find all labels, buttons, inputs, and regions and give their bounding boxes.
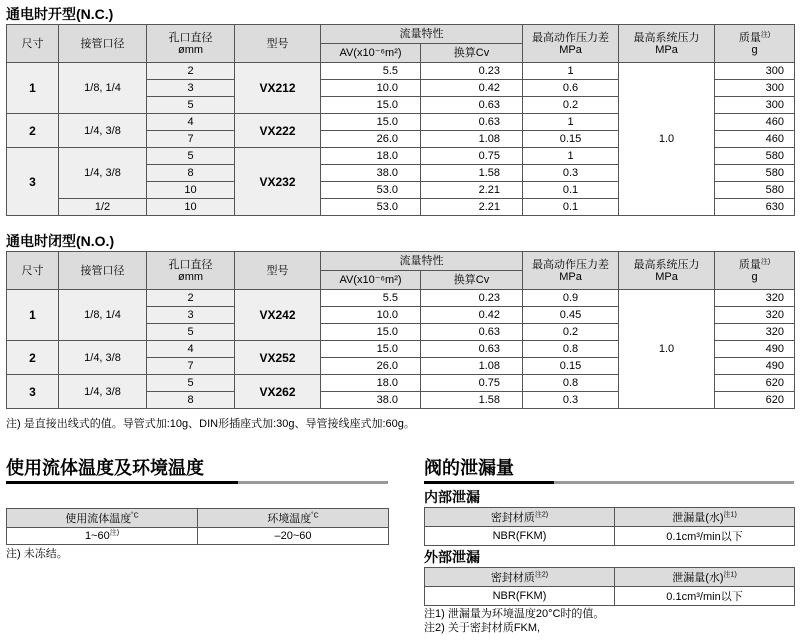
- cv-cell: 0.63: [421, 341, 523, 358]
- cv-cell: 2.21: [421, 182, 523, 199]
- diff-cell: 0.8: [523, 341, 619, 358]
- mass-cell: 580: [715, 165, 795, 182]
- nc-size-2: 2: [7, 114, 59, 148]
- internal-leak-value: 0.1cm³/min以下: [615, 527, 795, 546]
- no-h-flow: 流量特性: [321, 252, 523, 271]
- nc-h-mass: 质量$^{注)}$ g: [715, 25, 795, 63]
- cv-cell: 1.58: [421, 392, 523, 409]
- nc-model-vx212: VX212: [235, 63, 321, 114]
- temp-fluid-value: $1\sim 60^{注)}$: [7, 528, 198, 545]
- av-cell: 18.0: [321, 375, 421, 392]
- nc-h-port: 接管口径: [59, 25, 147, 63]
- orifice-cell: 8: [147, 165, 235, 182]
- leak-title-rule: [424, 481, 554, 484]
- diff-cell: 1: [523, 63, 619, 80]
- table-row: [7, 63, 795, 80]
- no-title: 通电时闭型(N.O.): [6, 233, 115, 249]
- external-leak-value: 0.1cm³/min以下: [615, 587, 795, 606]
- diff-cell: 0.1: [523, 199, 619, 216]
- orifice-cell: 3: [147, 307, 235, 324]
- nc-h-maxsys: 最高系统压力 MPa: [619, 25, 715, 63]
- cv-cell: 1.58: [421, 165, 523, 182]
- leak-footnote-2: 注2) 关于密封材质FKM,: [424, 622, 541, 634]
- nc-size-1: 1: [7, 63, 59, 114]
- diff-cell: 0.1: [523, 182, 619, 199]
- external-h-seal: 密封材质$^{注2)}$: [425, 568, 615, 587]
- internal-h-leak: 泄漏量(水)$^{注1)}$: [615, 508, 795, 527]
- orifice-cell: 8: [147, 392, 235, 409]
- temp-h-ambient: 环境温度$^{˚C}$: [198, 509, 389, 528]
- nc-h-model: 型号: [235, 25, 321, 63]
- orifice-cell: 2: [147, 63, 235, 80]
- temp-title-rule: [6, 481, 238, 484]
- cv-cell: 1.08: [421, 358, 523, 375]
- cv-cell: 1.08: [421, 131, 523, 148]
- no-h-maxsys: 最高系统压力 MPa: [619, 252, 715, 290]
- cv-cell: 0.75: [421, 375, 523, 392]
- no-model-vx252: VX252: [235, 341, 321, 375]
- cv-cell: 0.42: [421, 80, 523, 97]
- nc-h-av: AV(x10⁻⁶m²): [321, 44, 421, 63]
- mass-footnote: 注) 是直接出线式的值。导管式加:10g、DIN形插座式加:30g、导管接线座式加:60g。: [6, 418, 415, 430]
- orifice-cell: 4: [147, 114, 235, 131]
- nc-port-2: 1/4, 3/8: [59, 114, 147, 148]
- diff-cell: 0.15: [523, 131, 619, 148]
- cv-cell: 0.63: [421, 114, 523, 131]
- no-h-mass: 质量$^{注)}$ g: [715, 252, 795, 290]
- orifice-cell: 3: [147, 80, 235, 97]
- no-h-maxdiff: 最高动作压力差 MPa: [523, 252, 619, 290]
- mass-cell: 580: [715, 182, 795, 199]
- no-h-size: 尺寸: [7, 252, 59, 290]
- internal-leak-table: [424, 507, 795, 546]
- diff-cell: 0.15: [523, 358, 619, 375]
- nc-h-cv: 换算Cv: [421, 44, 523, 63]
- nc-size-3: 3: [7, 148, 59, 216]
- diff-cell: 0.2: [523, 324, 619, 341]
- diff-cell: 0.2: [523, 97, 619, 114]
- external-leak-table: [424, 567, 795, 606]
- diff-cell: 1: [523, 148, 619, 165]
- orifice-cell: 10: [147, 182, 235, 199]
- av-cell: 10.0: [321, 80, 421, 97]
- no-port-2: 1/4, 3/8: [59, 341, 147, 375]
- orifice-cell: 7: [147, 358, 235, 375]
- av-cell: 38.0: [321, 392, 421, 409]
- orifice-cell: 10: [147, 199, 235, 216]
- no-port-1: 1/8, 1/4: [59, 290, 147, 341]
- nc-port-3b: 1/2: [59, 199, 147, 216]
- nc-model-vx222: VX222: [235, 114, 321, 148]
- mass-cell: 300: [715, 63, 795, 80]
- nc-model-vx232: VX232: [235, 148, 321, 216]
- diff-cell: 0.6: [523, 80, 619, 97]
- temp-footnote: 注) 未冻结。: [6, 548, 68, 560]
- temp-h-fluid: 使用流体温度$^{˚C}$: [7, 509, 198, 528]
- no-size-3: 3: [7, 375, 59, 409]
- diff-cell: 1: [523, 114, 619, 131]
- no-h-model: 型号: [235, 252, 321, 290]
- external-seal-value: NBR(FKM): [425, 587, 615, 606]
- mass-cell: 300: [715, 80, 795, 97]
- diff-cell: 0.9: [523, 290, 619, 307]
- av-cell: 53.0: [321, 199, 421, 216]
- no-h-port: 接管口径: [59, 252, 147, 290]
- no-h-cv: 换算Cv: [421, 271, 523, 290]
- no-size-2: 2: [7, 341, 59, 375]
- nc-spec-table: [6, 24, 795, 216]
- orifice-cell: 5: [147, 324, 235, 341]
- av-cell: 38.0: [321, 165, 421, 182]
- av-cell: 26.0: [321, 358, 421, 375]
- nc-h-flow: 流量特性: [321, 25, 523, 44]
- nc-port-3: 1/4, 3/8: [59, 148, 147, 199]
- cv-cell: 0.75: [421, 148, 523, 165]
- cv-cell: 0.63: [421, 97, 523, 114]
- av-cell: 15.0: [321, 114, 421, 131]
- nc-h-orifice: 孔口直径 ømm: [147, 25, 235, 63]
- orifice-cell: 2: [147, 290, 235, 307]
- orifice-cell: 5: [147, 375, 235, 392]
- no-size-1: 1: [7, 290, 59, 341]
- mass-cell: 320: [715, 290, 795, 307]
- leak-title: 阀的泄漏量: [424, 458, 514, 478]
- no-spec-table: [6, 251, 795, 409]
- av-cell: 5.5: [321, 63, 421, 80]
- av-cell: 18.0: [321, 148, 421, 165]
- leak-title-rule-gray: [554, 481, 794, 484]
- temp-title-rule-gray: [238, 481, 388, 484]
- mass-cell: 630: [715, 199, 795, 216]
- orifice-cell: 4: [147, 341, 235, 358]
- temp-table: [6, 508, 389, 545]
- nc-title: 通电时开型(N.C.): [6, 6, 114, 22]
- mass-cell: 320: [715, 324, 795, 341]
- nc-system-pressure: 1.0: [619, 63, 715, 216]
- no-port-3: 1/4, 3/8: [59, 375, 147, 409]
- mass-cell: 300: [715, 97, 795, 114]
- internal-leak-title: 内部泄漏: [424, 489, 480, 505]
- temp-ambient-value: –20~60: [198, 528, 389, 545]
- no-model-vx262: VX262: [235, 375, 321, 409]
- temp-title: 使用流体温度及环境温度: [6, 458, 204, 478]
- mass-cell: 320: [715, 307, 795, 324]
- av-cell: 26.0: [321, 131, 421, 148]
- av-cell: 10.0: [321, 307, 421, 324]
- nc-port-1: 1/8, 1/4: [59, 63, 147, 114]
- mass-cell: 460: [715, 114, 795, 131]
- no-system-pressure: 1.0: [619, 290, 715, 409]
- diff-cell: 0.3: [523, 165, 619, 182]
- cv-cell: 0.23: [421, 290, 523, 307]
- diff-cell: 0.3: [523, 392, 619, 409]
- diff-cell: 0.8: [523, 375, 619, 392]
- mass-cell: 620: [715, 375, 795, 392]
- orifice-cell: 5: [147, 148, 235, 165]
- av-cell: 15.0: [321, 324, 421, 341]
- external-h-leak: 泄漏量(水)$^{注1)}$: [615, 568, 795, 587]
- orifice-cell: 7: [147, 131, 235, 148]
- av-cell: 53.0: [321, 182, 421, 199]
- orifice-cell: 5: [147, 97, 235, 114]
- av-cell: 5.5: [321, 290, 421, 307]
- av-cell: 15.0: [321, 97, 421, 114]
- internal-h-seal: 密封材质$^{注2)}$: [425, 508, 615, 527]
- mass-cell: 580: [715, 148, 795, 165]
- nc-h-size: 尺寸: [7, 25, 59, 63]
- cv-cell: 0.23: [421, 63, 523, 80]
- table-row: [7, 290, 795, 307]
- cv-cell: 2.21: [421, 199, 523, 216]
- cv-cell: 0.42: [421, 307, 523, 324]
- diff-cell: 0.45: [523, 307, 619, 324]
- nc-h-maxdiff: 最高动作压力差 MPa: [523, 25, 619, 63]
- leak-footnote-1: 注1) 泄漏量为环境温度20°C时的值。: [424, 608, 605, 620]
- av-cell: 15.0: [321, 341, 421, 358]
- mass-cell: 620: [715, 392, 795, 409]
- mass-cell: 490: [715, 341, 795, 358]
- no-h-av: AV(x10⁻⁶m²): [321, 271, 421, 290]
- cv-cell: 0.63: [421, 324, 523, 341]
- no-h-orifice: 孔口直径 ømm: [147, 252, 235, 290]
- external-leak-title: 外部泄漏: [424, 549, 480, 565]
- mass-cell: 490: [715, 358, 795, 375]
- internal-seal-value: NBR(FKM): [425, 527, 615, 546]
- no-model-vx242: VX242: [235, 290, 321, 341]
- mass-cell: 460: [715, 131, 795, 148]
